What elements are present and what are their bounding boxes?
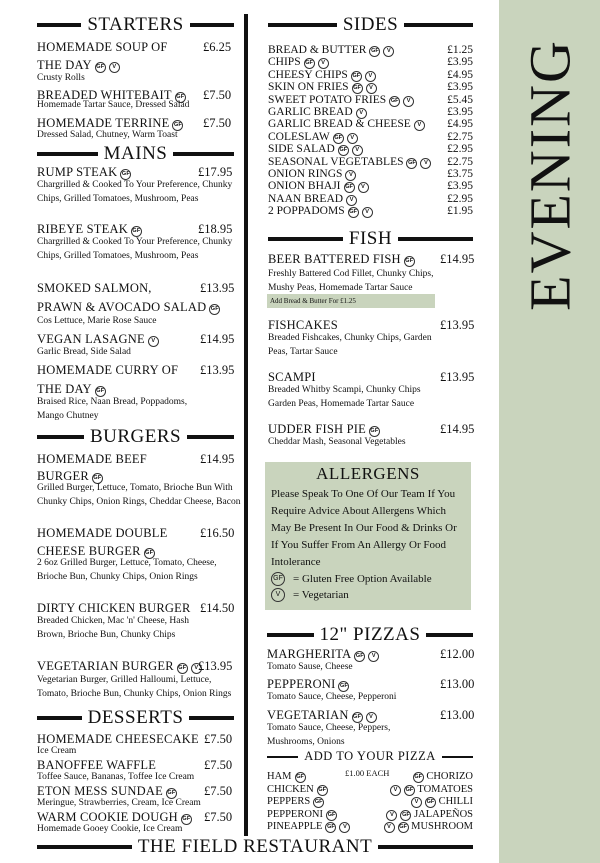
side-item [268, 193, 473, 206]
item-name: CHIPS GF V [268, 56, 329, 69]
desserts-title [37, 707, 234, 729]
v-badge-icon: V [420, 158, 431, 169]
v-badge-icon: V [148, 336, 159, 347]
title-rule [187, 435, 234, 439]
item-price: £14.95 [200, 452, 235, 466]
item-price: £13.95 [200, 363, 235, 377]
side-item [268, 131, 473, 144]
gf-badge-icon: GF [351, 71, 362, 82]
item-description: Homemade Tartar Sauce, Dressed Salad [37, 100, 190, 110]
side-item [268, 44, 473, 57]
gf-badge-icon: GF [413, 772, 424, 783]
item-price: £14.95 [200, 332, 235, 346]
pizza-topping: V GF JALAPEÑOS [380, 809, 473, 822]
item-description: Cheddar Mash, Seasonal Vegetables [268, 437, 406, 447]
gf-badge-icon: GF [352, 712, 363, 723]
item-name: SCAMPI [268, 370, 316, 384]
item-description: Cos Lettuce, Marie Rose Sauce [37, 316, 157, 326]
allergens-title: ALLERGENS [316, 464, 420, 483]
v-badge-icon: V [352, 145, 363, 156]
title-text: SIDES [342, 14, 399, 35]
item-price: £2.95 [447, 143, 473, 156]
item-name: SEASONAL VEGETABLES GF V [268, 156, 431, 169]
gf-badge-icon: GF [166, 788, 177, 799]
title-text: BURGERS [89, 426, 182, 447]
title-text: DESSERTS [87, 707, 184, 728]
side-item [268, 205, 473, 218]
item-price: £12.00 [440, 647, 475, 661]
item-price: £14.95 [440, 252, 475, 266]
title-text: FISH [348, 228, 393, 249]
v-badge-icon: V [368, 651, 379, 662]
item-name: NAAN BREAD V [268, 193, 357, 206]
item-description: Meringue, Strawberries, Cream, Ice Cream [37, 798, 201, 808]
gf-badge-icon: GF [404, 785, 415, 796]
item-name: BEER BATTERED FISH GF [268, 252, 414, 266]
item-name: DIRTY CHICKEN BURGER [37, 601, 191, 615]
item-name: HOMEMADE BEEF [37, 452, 147, 466]
item-name: THE DAY GF V [37, 58, 120, 73]
side-band [499, 0, 600, 863]
gf-badge-icon: GF [352, 83, 363, 94]
gf-badge-icon: GF [325, 822, 336, 833]
side-item [268, 69, 473, 82]
item-description: Toffee Sauce, Bananas, Toffee Ice Cream [37, 772, 195, 782]
gf-badge-icon: GF [389, 96, 400, 107]
gf-badge-icon: GF [317, 785, 328, 796]
side-item [268, 81, 473, 94]
title-text: ADD TO YOUR PIZZA [304, 749, 436, 763]
gf-badge-icon: GF [344, 182, 355, 193]
title-rule [442, 756, 473, 758]
item-name: UDDER FISH PIE GF [268, 422, 379, 436]
title-rule [404, 23, 473, 27]
item-name: CHEESY CHIPS GF V [268, 69, 376, 82]
v-badge-icon: V [362, 207, 373, 218]
v-badge-icon: V [365, 71, 376, 82]
v-badge-icon: V [346, 195, 357, 206]
gf-badge-icon: GF [304, 58, 315, 69]
add-to-pizza-title [267, 749, 473, 764]
item-price: £7.50 [203, 116, 232, 130]
pizza-topping: PEPPERS GF [267, 796, 323, 808]
item-name: SMOKED SALMON, [37, 281, 152, 295]
gf-badge-icon: GF [95, 62, 106, 73]
side-item [268, 168, 473, 181]
pizza-topping: CHICKEN GF [267, 783, 326, 795]
footer-title: THE FIELD RESTAURANT [37, 836, 473, 858]
v-badge-icon: V [318, 58, 329, 69]
item-price: £4.95 [447, 118, 473, 131]
item-description: Vegetarian Burger, Grilled Halloumi, Lettuce, Tomato, Brioche Bun, Chunky Chips, Onion Rings [37, 675, 232, 699]
item-name: ETON MESS SUNDAE GF [37, 784, 176, 798]
pizza-topping: GF CHORIZO [414, 771, 473, 782]
evening-heading: EVENING [517, 39, 582, 311]
item-description: Grilled Burger, Lettuce, Tomato, Brioche Bun With Chunky Chips, Onion Rings, Cheddar Cheese, Bacon [37, 483, 241, 507]
item-name: WARM COOKIE DOUGH GF [37, 810, 191, 824]
title-rule [37, 435, 84, 439]
v-badge-icon: V [356, 108, 367, 119]
item-description: Homemade Gooey Cookie, Ice Cream [37, 824, 183, 834]
gf-badge-icon: GF [398, 822, 409, 833]
gf-badge-icon: GF [95, 386, 106, 397]
pizza-topping: V GF CHILLI [380, 796, 473, 809]
item-name: HOMEMADE DOUBLE [37, 526, 168, 540]
gf-badge-icon: GF [295, 772, 306, 783]
v-badge-icon: V [383, 46, 394, 57]
pizza-topping: V GF MUSHROOM [380, 821, 473, 834]
title-text: MAINS [103, 143, 168, 164]
item-price: £14.95 [440, 422, 475, 436]
item-name: HOMEMADE TERRINE GF [37, 116, 182, 130]
item-name: SIDE SALAD GF V [268, 143, 363, 156]
v-badge-icon: V [345, 170, 356, 181]
item-name: HOMEMADE CHEESECAKE [37, 732, 199, 746]
allergens-panel [265, 462, 471, 610]
item-price: £17.95 [198, 165, 233, 179]
item-price: £2.75 [447, 155, 473, 168]
bread-butter-note: Add Bread & Butter For £1.25 [267, 294, 435, 308]
item-name: ONION RINGS V [268, 168, 356, 181]
v-badge-icon: V [358, 182, 369, 193]
item-name: FISHCAKES [268, 318, 338, 332]
pizza-topping: HAM GF [267, 771, 304, 782]
item-price: £3.75 [447, 168, 473, 180]
title-rule [173, 152, 234, 156]
item-description: 2 6oz Grilled Burger, Lettuce, Tomato, Cheese, Brioche Bun, Chunky Chips, Onion Rings [37, 558, 217, 582]
gf-badge-icon: GF [338, 145, 349, 156]
v-badge-icon: V [411, 797, 422, 808]
item-description: Dressed Salad, Chutney, Warm Toast [37, 130, 178, 140]
side-item [268, 180, 473, 193]
item-price: £3.95 [447, 81, 473, 94]
item-price: £3.95 [447, 180, 473, 193]
item-price: £3.95 [447, 106, 473, 118]
item-price: £13.95 [200, 281, 235, 295]
v-badge-icon: V [390, 785, 401, 796]
v-badge-icon: V [414, 120, 425, 131]
side-item [268, 143, 473, 156]
item-name: BREAD & BUTTER GF V [268, 44, 394, 57]
gf-badge-icon: GF [313, 797, 324, 808]
item-price: £7.50 [204, 732, 233, 746]
v-badge-icon: V [366, 712, 377, 723]
item-description: Chargrilled & Cooked To Your Preference, Chunky Chips, Grilled Tomatoes, Mushroom, Peas [37, 237, 233, 261]
item-name: GARLIC BREAD V [268, 106, 367, 119]
left-column-rule [244, 14, 248, 836]
v-badge-icon: V [386, 810, 397, 821]
gf-badge-icon: GF [369, 426, 380, 437]
gf-badge-icon: GF [271, 572, 285, 586]
gf-badge-icon: GF [131, 226, 142, 237]
gf-badge-icon: GF [120, 169, 131, 180]
item-name: VEGAN LASAGNE V [37, 332, 159, 347]
item-description: Ice Cream [37, 746, 77, 756]
item-name: MARGHERITA GF V [267, 647, 379, 662]
item-name: HOMEMADE SOUP OF [37, 40, 168, 54]
item-price: £16.50 [200, 526, 235, 540]
item-price: £7.50 [204, 758, 233, 772]
item-description: Freshly Battered Cod Fillet, Chunky Chips, Mushy Peas, Homemade Tartar Sauce [268, 269, 434, 293]
item-description: Tomato Sause, Cheese [267, 662, 353, 672]
side-item [268, 94, 473, 107]
v-badge-icon: V [347, 133, 358, 144]
item-description: Breaded Whitby Scampi, Chunky Chips Garden Peas, Homemade Tartar Sauce [268, 385, 421, 409]
item-name: BURGER GF [37, 469, 102, 483]
item-price: £13.95 [198, 659, 233, 673]
item-name: PRAWN & AVOCADO SALAD GF [37, 300, 219, 314]
pizza-topping: V GF TOMATOES [380, 784, 473, 797]
v-badge-icon: V [109, 62, 120, 73]
item-name: RIBEYE STEAK GF [37, 222, 141, 236]
item-name: ONION BHAJI GF V [268, 180, 369, 193]
title-rule [267, 633, 314, 637]
starters-title: STARTERS [37, 14, 234, 36]
gf-badge-icon: GF [369, 46, 380, 57]
item-description: Tomato Sauce, Cheese, Peppers, Mushrooms, Onions [267, 723, 391, 747]
fish-title [268, 228, 473, 250]
gf-badge-icon: GF [354, 651, 365, 662]
item-price: £1.95 [447, 205, 473, 218]
price-each: £1.00 EACH [345, 768, 390, 778]
item-name: VEGETARIAN BURGER GF V [37, 659, 202, 674]
gf-badge-icon: GF [92, 473, 103, 484]
v-badge-icon: V [191, 663, 202, 674]
title-rule [189, 716, 234, 720]
v-badge-icon: V [366, 83, 377, 94]
allergens-text: Please Speak To One Of Our Team If You Require Advice About Allergens Which May Be Present In Our Food & Drinks Or If You Suffer From An Allergy Or Food Intolerance [271, 488, 457, 568]
side-item [268, 118, 473, 131]
gf-badge-icon: GF [326, 810, 337, 821]
pizza-topping: PEPPERONI GF [267, 808, 336, 820]
gf-badge-icon: GF [209, 304, 220, 315]
gf-badge-icon: GF [177, 663, 188, 674]
title-rule [268, 23, 337, 27]
item-description: Tomato Sauce, Cheese, Pepperoni [267, 692, 397, 702]
gf-badge-icon: GF [425, 797, 436, 808]
item-name: CHEESE BURGER GF [37, 544, 154, 558]
gf-badge-icon: GF [181, 814, 192, 825]
gf-badge-icon: GF [338, 681, 349, 692]
gf-badge-icon: GF [404, 256, 415, 267]
item-price: £5.45 [447, 93, 473, 106]
item-description: Breaded Chicken, Mac 'n' Cheese, Hash Brown, Brioche Bun, Chunky Chips [37, 616, 189, 640]
item-name: RUMP STEAK GF [37, 165, 130, 179]
item-price: £2.75 [447, 130, 473, 143]
item-price: £2.95 [447, 192, 473, 205]
item-name: VEGETARIAN GF V [267, 708, 377, 723]
sides-title [268, 14, 473, 36]
mains-title [37, 143, 234, 165]
gf-badge-icon: GF [348, 207, 359, 218]
item-description: Chargrilled & Cooked To Your Preference, Chunky Chips, Grilled Tomatoes, Mushroom, Peas [37, 180, 233, 204]
item-price: £13.00 [440, 677, 475, 691]
item-price: £4.95 [447, 68, 473, 81]
pizzas-title [267, 624, 473, 646]
item-description: Breaded Fishcakes, Chunky Chips, Garden Peas, Tartar Sauce [268, 333, 432, 357]
gf-badge-icon: GF [175, 92, 186, 103]
item-description: Garlic Bread, Side Salad [37, 347, 131, 357]
side-item [268, 106, 473, 119]
title-rule [268, 237, 343, 241]
item-price: £7.50 [203, 88, 232, 102]
item-name: SKIN ON FRIES GF V [268, 81, 377, 94]
gf-badge-icon: GF [144, 548, 155, 559]
side-item [268, 156, 473, 169]
v-badge-icon: V [271, 588, 285, 602]
item-price: £6.25 [203, 40, 232, 54]
gf-badge-icon: GF [406, 158, 417, 169]
item-price: £13.95 [440, 370, 475, 384]
v-key: V = Vegetarian [271, 587, 465, 603]
item-price: £13.95 [440, 318, 475, 332]
item-name: 2 POPPADOMS GF V [268, 205, 373, 218]
item-name: SWEET POTATO FRIES GF V [268, 94, 414, 107]
pizza-topping: PINEAPPLE GF V [267, 821, 350, 834]
item-price: £3.95 [447, 56, 473, 69]
title-rule [426, 633, 473, 637]
burgers-title [37, 426, 234, 448]
item-name: GARLIC BREAD & CHEESE V [268, 118, 425, 131]
item-name: BREADED WHITEBAIT GF [37, 88, 185, 102]
title-rule [37, 152, 98, 156]
title-text: 12" PIZZAS [319, 624, 421, 645]
item-name: COLESLAW GF V [268, 131, 358, 144]
item-price: £1.25 [447, 44, 473, 56]
title-rule [37, 716, 82, 720]
item-description: Crusty Rolls [37, 73, 85, 83]
side-item [268, 56, 473, 69]
item-name: HOMEMADE CURRY OF [37, 363, 179, 377]
item-price: £14.50 [200, 601, 235, 615]
v-badge-icon: V [339, 822, 350, 833]
title-rule [267, 756, 298, 758]
v-badge-icon: V [403, 96, 414, 107]
item-description: Braised Rice, Naan Bread, Poppadoms, Mango Chutney [37, 397, 188, 421]
item-name: THE DAY GF [37, 382, 105, 396]
title-rule [398, 237, 473, 241]
item-price: £7.50 [204, 784, 233, 798]
gf-badge-icon: GF [333, 133, 344, 144]
item-price: £18.95 [198, 222, 233, 236]
item-price: £13.00 [440, 708, 475, 722]
gf-badge-icon: GF [172, 120, 183, 131]
item-name: BANOFFEE WAFFLE [37, 758, 157, 772]
item-price: £7.50 [204, 810, 233, 824]
item-name: PEPPERONI GF [267, 677, 348, 691]
v-badge-icon: V [384, 822, 395, 833]
gf-badge-icon: GF [400, 810, 411, 821]
gf-key: GF = Gluten Free Option Available [271, 571, 465, 587]
